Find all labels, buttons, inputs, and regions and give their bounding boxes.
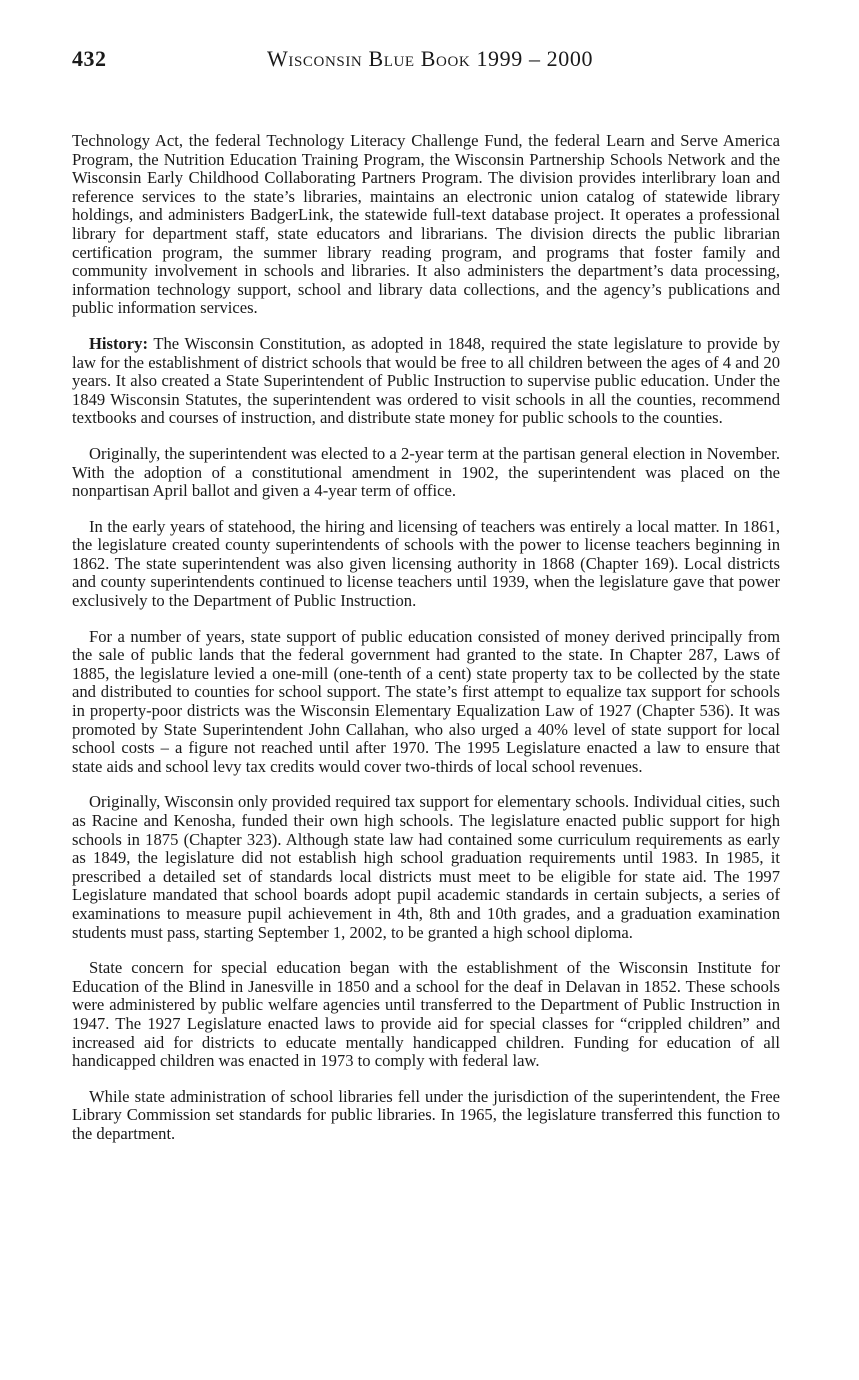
body-text [72,132,780,1161]
paragraph-special-education [72,959,780,1071]
paragraph-state-support [72,628,780,777]
paragraph-text: The Wisconsin Constitution, as adopted in 1848, required the state legislature to provide by law for the establishment of district schools that would be free to all children between the ages of 4 and 20 years. It also created a State Superintendent of Public Instruction to supervise public education. Under the 1849 Wisconsin Statutes, the superintendent was ordered to visit schools in all the counties, recommend textbooks and courses of instruction, and distribute state money for public schools to the counties. [72,333,780,428]
paragraph-teacher-licensing [72,518,780,611]
paragraph-text: In the early years of statehood, the hiring and licensing of teachers was entirely a local matter. In 1861, the legislature created county superintendents of schools with the power to license teachers beginning in 1862. The state superintendent was also given licensing authority in 1868 (Chapter 169). Local districts and county superintendents continued to license teachers until 1939, when the legislature gave that power exclusively to the Department of Public Instruction. [72,516,780,611]
paragraph-high-schools [72,793,780,942]
paragraph-text: Originally, Wisconsin only provided required tax support for elementary schools. Individual cities, such as Racine and Kenosha, funded their own high schools. The legislature enacted public support for high schools in 1875 (Chapter 323). Although state law had contained some curriculum requirements as early as 1849, the legislature did not establish high school graduation requirements until 1983. In 1985, it prescribed a detailed set of standards local districts must meet to be eligible for state aid. The 1997 Legislature mandated that school boards adopt pupil academic standards in certain subjects, a series of examinations to measure pupil achievement in 4th, 8th and 10th grades, and a graduation examination students must pass, starting September 1, 2002, to be granted a high school diploma. [72,792,780,942]
paragraph-text: Originally, the superintendent was elected to a 2-year term at the partisan general election in November. With the adoption of a constitutional amendment in 1902, the superintendent was placed on the nonpartisan April ballot and given a 4-year term of office. [72,443,780,501]
page-header [72,46,784,80]
paragraph-text: For a number of years, state support of public education consisted of money derived principally from the sale of public lands that the federal government had granted to the state. In Chapter 287, Laws of 1885, the legislature levied a one-mill (one-tenth of a cent) state property tax to be collected by the state and distributed to counties for school support. The state’s first attempt to equalize tax support for schools in property-poor districts was the Wisconsin Elementary Equalization Law of 1927 (Chapter 536). It was promoted by State Superintendent John Callahan, who also urged a 40% level of state support for local school costs – a figure not reached until after 1970. The 1995 Legislature enacted a law to ensure that state aids and school levy tax credits would cover two-thirds of local school revenues. [72,626,780,776]
section-heading-history: History: [89,333,148,353]
paragraph-division-duties [72,132,780,318]
paragraph-superintendent-term [72,445,780,501]
paragraph-text: Technology Act, the federal Technology Literacy Challenge Fund, the federal Learn and Serve America Program, the Nutrition Education Training Program, the Wisconsin Partnership Schools Network and the Wisconsin Early Childhood Collaborating Partners Program. The division provides interlibrary loan and reference services to the state’s libraries, maintains an electronic union catalog of statewide library holdings, and administers BadgerLink, the statewide full-text database project. It operates a professional library for department staff, state educators and librarians. The division directs the public librarian certification program, the summer library reading program, and programs that foster family and community involvement in schools and libraries. It also administers the department’s data processing, information technology support, school and library data collections, and the agency’s publications and public information services. [72,131,780,318]
paragraph-libraries [72,1088,780,1144]
paragraph-text: State concern for special education began with the establishment of the Wisconsin Institute for Education of the Blind in Janesville in 1850 and a school for the deaf in Delavan in 1852. These schools were administered by public welfare agencies until transferred to the Department of Public Instruction in 1947. The 1927 Legislature enacted laws to provide aid for special classes for “crippled children” and increased aid for districts to educate mentally handicapped children. Funding for education of all handicapped children was enacted in 1973 to comply with federal law. [72,958,780,1071]
running-head: Wisconsin Blue Book 1999 – 2000 [267,46,594,71]
paragraph-history [72,335,780,428]
page-number: 432 [72,46,107,71]
paragraph-text: While state administration of school libraries fell under the jurisdiction of the superintendent, the Free Library Commission set standards for public libraries. In 1965, the legislature transferred this function to the department. [72,1086,780,1143]
